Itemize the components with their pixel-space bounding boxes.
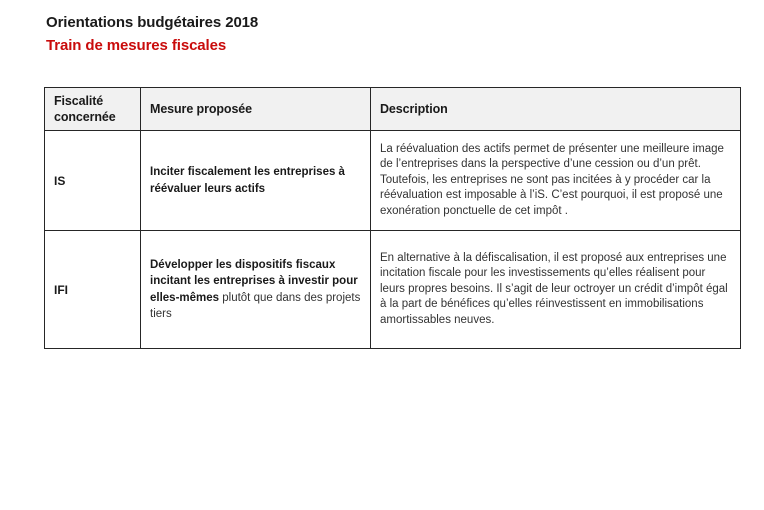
column-header-fiscalite: Fiscalité concernée bbox=[45, 88, 141, 131]
table-row-is bbox=[45, 131, 741, 231]
description-text: En alternative à la défiscalisation, il est proposé aux entreprises une incitation fiscale pour les investissements qu’elles réalisent pour leurs propres besoins. Il s’agit de leur octroyer un crédit d’impôt égal à la part de bénéfices qu’elles réinvestissent en immobilisations amortissables neuves. bbox=[371, 231, 741, 349]
column-header-mesure: Mesure proposée bbox=[141, 88, 371, 131]
table-row-ifi bbox=[45, 231, 741, 349]
mesure-bold-text: Développer les dispositifs fiscaux incitant les entreprises à investir pour elles-mêmes bbox=[150, 258, 358, 304]
mesure-regular-text: plutôt que dans des projets tiers bbox=[150, 291, 361, 320]
fiscalite-value: IS bbox=[45, 131, 141, 231]
column-header-description: Description bbox=[371, 88, 741, 131]
description-text: La réévaluation des actifs permet de présenter une meilleure image de l’entreprises dans la perspective d’une cession ou d’un prêt. Toutefois, les entreprises ne sont pas incitées à y procéder car la réévaluation est imposable à l’iS. C’est pourquoi, il est proposé une exonération ponctuelle de cet impôt . bbox=[371, 131, 741, 231]
fiscalite-value: IFI bbox=[45, 231, 141, 349]
fiscal-measures-table bbox=[44, 87, 741, 349]
page-subtitle: Train de mesures fiscales bbox=[46, 37, 227, 54]
mesure-cell bbox=[141, 131, 371, 231]
mesure-cell bbox=[141, 231, 371, 349]
table-header-row bbox=[45, 88, 741, 131]
mesure-bold-text: Inciter fiscalement les entreprises à réévaluer leurs actifs bbox=[150, 166, 345, 195]
page-title: Orientations budgétaires 2018 bbox=[46, 14, 259, 31]
